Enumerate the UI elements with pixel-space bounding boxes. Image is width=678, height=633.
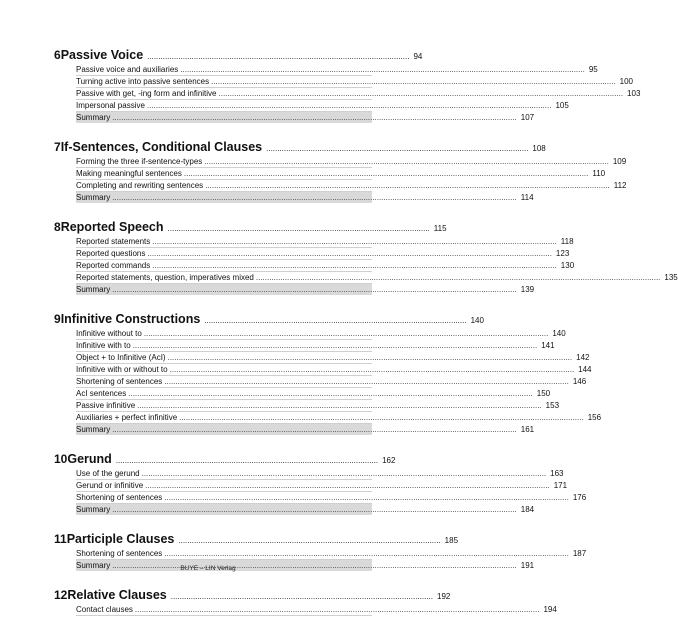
toc-entry[interactable] [76, 248, 570, 260]
leader-dots [256, 272, 661, 283]
entry-page: 184 [520, 505, 535, 514]
entry-label: Summary [76, 505, 111, 514]
entry-label: Making meaningful sentences [76, 169, 182, 178]
chapter-number: 9 [54, 312, 61, 326]
toc-entry[interactable] [76, 480, 568, 492]
entry-page: 144 [578, 365, 592, 374]
toc-entry[interactable] [76, 64, 598, 76]
entry-page: 176 [572, 493, 587, 502]
entry-label: Impersonal passive [76, 101, 145, 110]
entry-label: Shortening of sentences [76, 493, 163, 502]
chapter-heading[interactable] [46, 452, 396, 467]
chapter-number: 7 [54, 140, 61, 154]
leader-dots [170, 364, 575, 375]
entry-page: 146 [572, 377, 587, 386]
leader-dots [128, 388, 533, 399]
summary-entry[interactable] [76, 424, 535, 435]
leader-dots: ...................................................................................................................... [170, 592, 433, 601]
chapter-heading[interactable] [46, 312, 484, 327]
toc-entry[interactable] [76, 76, 633, 88]
entry-list [76, 468, 587, 515]
leader-dots [204, 156, 609, 167]
chapter-title: If-Sentences, Conditional Clauses [60, 140, 263, 154]
leader-dots [112, 504, 517, 515]
chapter-number: 10 [54, 452, 68, 466]
entry-label: Passive infinitive [76, 401, 136, 410]
leader-dots [180, 64, 585, 75]
entry-page: 112 [613, 181, 627, 190]
entry-page: 156 [587, 413, 602, 422]
entry-page: 123 [555, 249, 570, 258]
entry-page: 194 [543, 605, 557, 614]
entry-label: Reported statements [76, 237, 151, 246]
chapter-title: Participle Clauses [66, 532, 175, 546]
entry-page: 114 [520, 193, 534, 202]
leader-dots [112, 424, 517, 435]
leader-dots [135, 604, 540, 615]
toc-entry[interactable] [76, 260, 575, 272]
chapter-section [46, 452, 587, 515]
toc-entry[interactable] [76, 88, 641, 100]
entry-label: Infinitive with to [76, 341, 131, 350]
toc-entry[interactable] [76, 100, 569, 112]
chapter-section [46, 220, 678, 295]
entry-page: 109 [612, 157, 627, 166]
leader-dots [179, 412, 584, 423]
leader-dots [205, 180, 610, 191]
toc-entry[interactable] [76, 468, 564, 480]
entry-page: 139 [520, 285, 535, 294]
entry-list [76, 64, 641, 123]
leader-dots [112, 112, 517, 123]
chapter-section [46, 140, 627, 203]
entry-page: 187 [572, 549, 587, 558]
entry-label: Reported questions [76, 249, 146, 258]
leader-dots [184, 168, 589, 179]
leader-dots [145, 480, 550, 491]
entry-label: Summary [76, 113, 111, 122]
entry-label: Use of the gerund [76, 469, 140, 478]
leader-dots: ...................................................................................................................... [204, 316, 467, 325]
chapter-title: Reported Speech [60, 220, 164, 234]
entry-page: 171 [553, 481, 568, 490]
entry-label: Auxiliaries + perfect infinitive [76, 413, 178, 422]
entry-label: Infinitive without to [76, 329, 142, 338]
toc-entry[interactable] [76, 352, 590, 364]
entry-page: 135 [664, 273, 678, 282]
toc-entry[interactable] [76, 340, 555, 352]
leader-dots: ...................................................................................................................... [178, 536, 441, 545]
leader-dots [164, 548, 569, 559]
chapter-number: 8 [54, 220, 61, 234]
leader-dots [142, 468, 547, 479]
toc-entry[interactable] [76, 412, 602, 424]
entry-label: Contact clauses [76, 605, 133, 614]
toc-entry[interactable] [76, 492, 587, 504]
leader-dots [164, 376, 569, 387]
entry-page: 142 [576, 353, 590, 362]
entry-label: Passive voice and auxiliaries [76, 65, 179, 74]
leader-dots [147, 100, 552, 111]
entry-label: Completing and rewriting sentences [76, 181, 204, 190]
entry-label: Passive with get, -ing form and infinitive [76, 89, 217, 98]
entry-label: Summary [76, 425, 111, 434]
entry-page: 105 [555, 101, 569, 110]
entry-page: 118 [560, 237, 574, 246]
leader-dots [112, 192, 517, 203]
entry-page: 191 [520, 561, 535, 570]
toc-entry[interactable] [76, 604, 557, 616]
chapter-title: Gerund [67, 452, 112, 466]
leader-dots: ...................................................................................................................... [115, 456, 379, 465]
chapter-section [46, 48, 641, 123]
chapter-page: 162 [382, 456, 396, 465]
summary-entry[interactable] [76, 504, 535, 515]
chapter-title: Relative Clauses [67, 588, 167, 602]
chapter-page: 94 [413, 52, 423, 61]
entry-label: Shortening of sentences [76, 549, 163, 558]
chapter-section [46, 588, 557, 616]
entry-label: Reported commands [76, 261, 151, 270]
entry-page: 95 [588, 65, 598, 74]
chapter-title: Passive Voice [60, 48, 144, 62]
entry-list [76, 236, 678, 295]
entry-label: Shortening of sentences [76, 377, 163, 386]
entry-page: 163 [550, 469, 564, 478]
entry-list [76, 156, 627, 203]
chapter-heading[interactable] [46, 140, 546, 155]
entry-list [76, 604, 557, 616]
chapter-number: 12 [54, 588, 68, 602]
entry-label: Forming the three if-sentence-types [76, 157, 203, 166]
chapter-heading[interactable] [46, 220, 447, 235]
chapter-page: 115 [433, 224, 447, 233]
leader-dots [133, 340, 538, 351]
leader-dots [211, 76, 616, 87]
leader-dots: ...................................................................................................................... [266, 144, 529, 153]
chapter-number: 11 [54, 532, 67, 546]
chapter-page: 192 [437, 592, 451, 601]
entry-label: Gerund or infinitive [76, 481, 144, 490]
summary-entry[interactable] [76, 112, 535, 123]
chapter-heading[interactable] [46, 532, 459, 547]
leader-dots: ...................................................................................................................... [147, 52, 410, 61]
table-of-contents [46, 48, 678, 633]
summary-entry[interactable] [76, 192, 534, 203]
entry-label: AcI sentences [76, 389, 127, 398]
leader-dots [219, 88, 624, 99]
entry-list [76, 328, 602, 435]
entry-page: 130 [560, 261, 575, 270]
toc-entry[interactable] [76, 272, 678, 284]
toc-entry[interactable] [76, 376, 587, 388]
entry-page: 103 [627, 89, 641, 98]
entry-label: Summary [76, 285, 111, 294]
chapter-number: 6 [54, 48, 61, 62]
leader-dots [168, 352, 573, 363]
entry-page: 110 [592, 169, 606, 178]
entry-page: 100 [619, 77, 633, 86]
leader-dots [147, 248, 552, 259]
entry-page: 141 [541, 341, 555, 350]
page-footer: BUYE – LIN Verlag [180, 565, 236, 572]
toc-entry[interactable] [76, 168, 606, 180]
toc-entry[interactable] [76, 180, 627, 192]
entry-label: Summary [76, 561, 111, 570]
chapter-section [46, 312, 602, 435]
leader-dots: ...................................................................................................................... [167, 224, 430, 233]
summary-entry[interactable] [76, 284, 535, 295]
chapter-heading[interactable] [46, 588, 451, 603]
entry-page: 161 [520, 425, 535, 434]
chapter-title: Infinitive Constructions [60, 312, 201, 326]
leader-dots [144, 328, 549, 339]
toc-entry[interactable] [76, 236, 574, 248]
leader-dots [152, 260, 557, 271]
entry-label: Infinitive with or without to [76, 365, 168, 374]
toc-entry[interactable] [76, 328, 566, 340]
entry-page: 150 [536, 389, 551, 398]
entry-label: Object + to Infinitive (AcI) [76, 353, 166, 362]
entry-page: 107 [520, 113, 535, 122]
toc-entry[interactable] [76, 388, 551, 400]
chapter-page: 108 [532, 144, 546, 153]
toc-entry[interactable] [76, 548, 587, 560]
leader-dots [152, 236, 557, 247]
entry-page: 153 [545, 401, 560, 410]
entry-label: Reported statements, question, imperatives mixed [76, 273, 254, 282]
toc-entry[interactable] [76, 400, 560, 412]
entry-label: Summary [76, 193, 111, 202]
toc-entry[interactable] [76, 156, 627, 168]
leader-dots [137, 400, 542, 411]
entry-page: 140 [552, 329, 566, 338]
toc-entry[interactable] [76, 364, 592, 376]
chapter-page: 185 [444, 536, 459, 545]
entry-label: Turning active into passive sentences [76, 77, 210, 86]
leader-dots [112, 284, 517, 295]
chapter-page: 140 [470, 316, 484, 325]
chapter-heading[interactable] [46, 48, 423, 63]
leader-dots [164, 492, 569, 503]
